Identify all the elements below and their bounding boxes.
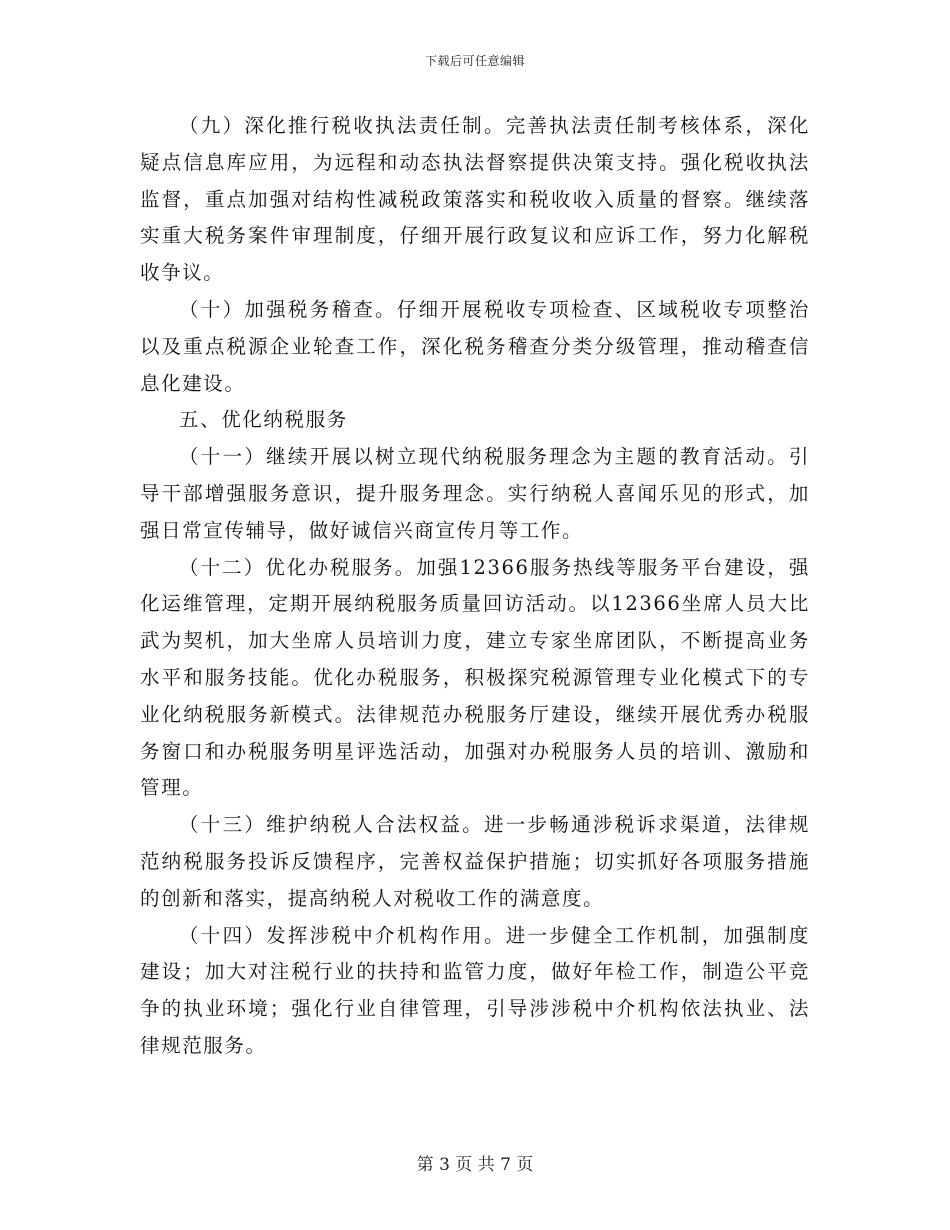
page-header: 下载后可任意编辑 (424, 54, 525, 68)
paragraph-10: （十）加强税务稽查。仔细开展税收专项检查、区域税收专项整治以及重点税源企业轮查工作，深化税务稽查分类分级管理，推动稽查信息化建设。 (140, 297, 810, 395)
document-body (140, 108, 810, 1065)
paragraph-13: （十三）维护纳税人合法权益。进一步畅通涉税诉求渠道，法律规范纳税服务投诉反馈程序，完善权益保护措施；切实抓好各项服务措施的创新和落实，提高纳税人对税收工作的满意度。 (140, 813, 810, 910)
paragraph-9: （九）深化推行税收执法责任制。完善执法责任制考核体系，深化疑点信息库应用，为远程和动态执法督察提供决策支持。强化税收执法监督，重点加强对结构性减税政策落实和税收收入质量的督察。继续落实重大税务案件审理制度，仔细开展行政复议和应诉工作，努力化解税收争议。 (140, 114, 810, 285)
page-number-footer: 第 3 页 共 7 页 (416, 1155, 534, 1175)
paragraph-11: （十一）继续开展以树立现代纳税服务理念为主题的教育活动。引导干部增强服务意识，提升服务理念。实行纳税人喜闻乐见的形式，加强日常宣传辅导，做好诚信兴商宣传月等工作。 (140, 445, 810, 542)
paragraph-12: （十二）优化办税服务。加强12366服务热线等服务平台建设，强化运维管理，定期开展纳税服务质量回访活动。以12366坐席人员大比武为契机，加大坐席人员培训力度，建立专家坐席团队，不断提高业务水平和服务技能。优化办税服务，积极探究税源管理专业化模式下的专业化纳税服务新模式。法律规范办税服务厅建设，继续开展优秀办税服务窗口和办税服务明星评选活动，加强对办税服务人员的培训、激励和管理。 (140, 555, 810, 800)
section-heading-5: 五、优化纳税服务 (179, 408, 348, 432)
paragraph-14: （十四）发挥涉税中介机构作用。进一步健全工作机制，加强制度建设；加大对注税行业的扶持和监管力度，做好年检工作，制造公平竞争的执业环境；强化行业自律管理，引导涉涉税中介机构依法执业、法律规范服务。 (140, 923, 810, 1057)
